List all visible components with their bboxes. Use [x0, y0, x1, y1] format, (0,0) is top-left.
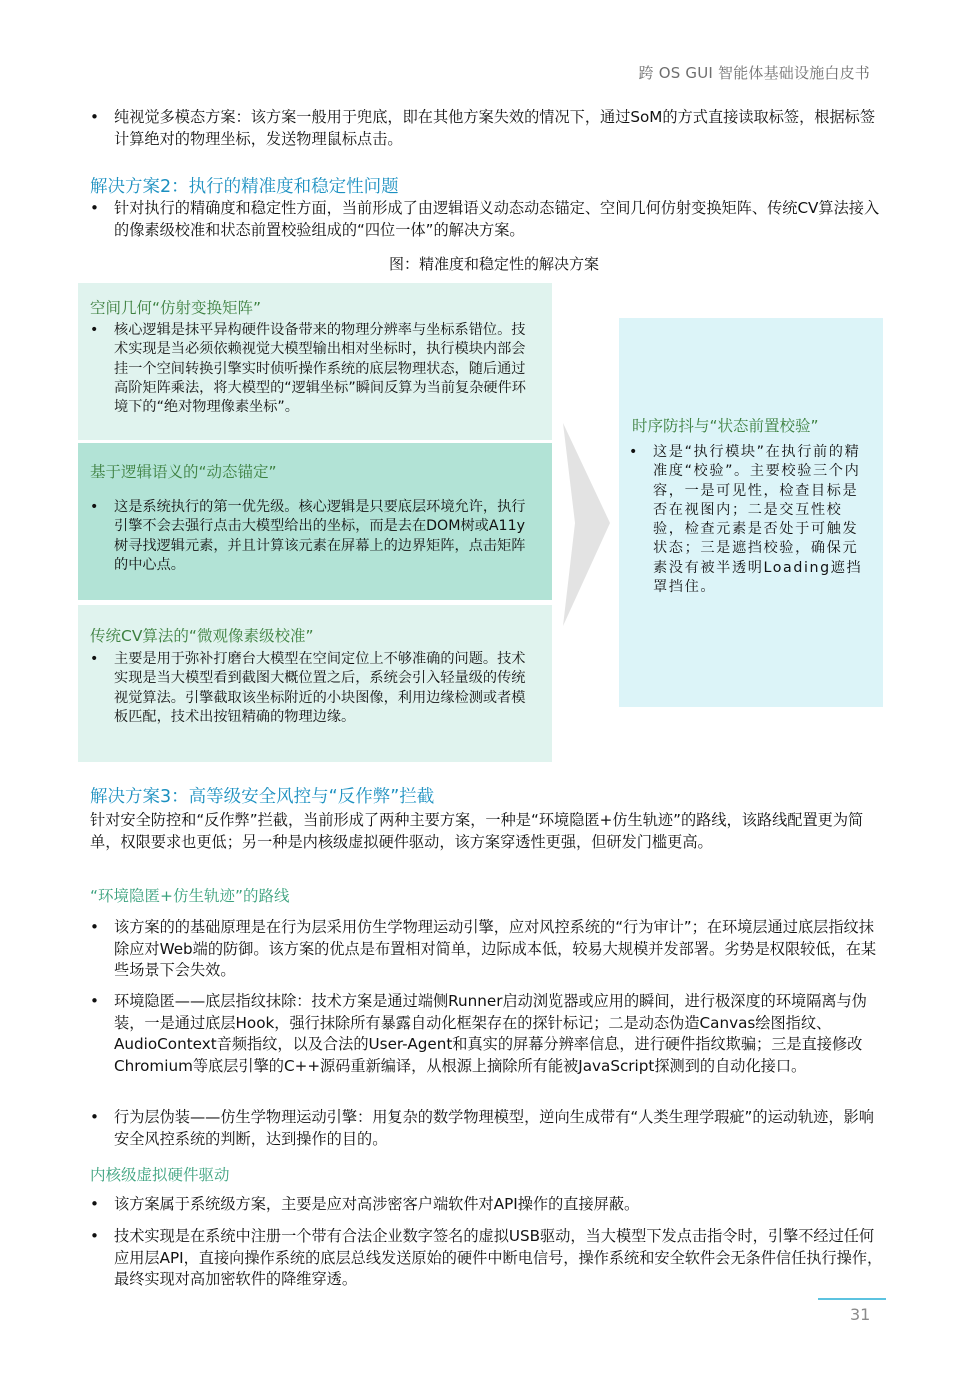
intro-bullet-text: 纯视觉多模态方案：该方案一般用于兜底，即在其他方案失效的情况下，通过SoM的方式直接读取标签，根据标签计算绝对的物理坐标，发送物理鼠标点击。 — [114, 108, 876, 148]
chevron-right-arrow-icon — [560, 420, 612, 630]
subsection-env-hiding-heading: “环境隐匿+仿生轨迹”的路线 — [90, 887, 290, 905]
subsection-kernel-driver-heading: 内核级虚拟硬件驱动 — [90, 1166, 230, 1184]
box-bullet — [90, 650, 538, 727]
box-title: 时序防抖与“状态前置校验” — [632, 417, 819, 435]
box-text: 主要是用于弥补打磨台大模型在空间定位上不够准确的问题。技术实现是当大模型看到截图大概位置之后，系统会引入轻量级的传统视觉算法。引擎截取该坐标附近的小块图像，利用边缘检测或者模板匹配，技术出按钮精确的物理边缘。 — [114, 651, 526, 725]
box-text: 核心逻辑是抹平异构硬件设备带来的物理分辨率与坐标系错位。技术实现是当必须依赖视觉大模型输出相对坐标时，执行模块内部会挂一个空间转换引擎实时侦听操作系统的底层物理状态，随后通过高阶矩阵乘法，将大模型的“逻辑坐标”瞬间反算为当前复杂硬件环境下的“绝对物理像素坐标”。 — [114, 322, 526, 416]
bullet-text: 行为层伪装——仿生学物理运动引擎：用复杂的数学物理模型，逆向生成带有“人类生理学瑕疵”的运动轨迹，影响安全风控系统的判断，达到操作的目的。 — [114, 1108, 874, 1148]
env-hiding-bullet-3 — [90, 1107, 885, 1150]
footer-accent-line — [818, 1298, 886, 1300]
box-text: 这是系统执行的第一优先级。核心逻辑是只要底层环境允许，执行引擎不会去强行点击大模型给出的坐标，而是去在DOM树或A11y树寻找逻辑元素，并且计算该元素在屏幕上的边界矩阵，点击矩阵的中心点。 — [114, 499, 526, 573]
intro-bullet-item — [90, 107, 885, 150]
diagram-box-dynamic-anchoring — [78, 443, 552, 600]
bullet-dot-icon: • — [629, 444, 639, 460]
box-bullet — [90, 498, 538, 575]
section2-heading: 解决方案2：执行的精准度和稳定性问题 — [90, 177, 399, 197]
bullet-text: 技术实现是在系统中注册一个带有合法企业数字签名的虚拟USB驱动，当大模型下发点击指令时，引擎不经过任何应用层API，直接向操作系统的底层总线发送原始的硬件中断电信号，操作系统和安全软件会无条件信任执行操作，最终实现对高加密软件的降维穿透。 — [114, 1227, 883, 1288]
document-header-title: 跨 OS GUI 智能体基础设施白皮书 — [638, 64, 870, 82]
bullet-dot-icon: • — [90, 199, 99, 217]
section3-intro-paragraph: 针对安全防控和“反作弊”拦截，当前形成了两种主要方案，一种是“环境隐匿+仿生轨迹”的路线，该路线配置更为简单，权限要求也更低；另一种是内核级虚拟硬件驱动，该方案穿透性更强，但研发门槛更高。 — [90, 811, 864, 851]
bullet-dot-icon: • — [90, 992, 99, 1010]
box-title: 空间几何“仿射变换矩阵” — [90, 299, 262, 317]
bullet-dot-icon: • — [90, 918, 99, 936]
section3-heading: 解决方案3：高等级安全风控与“反作弊”拦截 — [90, 787, 435, 807]
env-hiding-bullet-2 — [90, 991, 885, 1077]
bullet-dot-icon: • — [90, 499, 99, 515]
bullet-text: 该方案的的基础原理是在行为层采用仿生学物理运动引擎，应对风控系统的“行为审计”；在环境层通过底层指纹抹除应对Web端的防御。该方案的优点是布置相对简单，边际成本低，较易大规模并发部署。劣势是权限较低，在某些场景下会失效。 — [114, 918, 877, 979]
box-bullet — [90, 321, 538, 417]
diagram-box-state-precheck — [619, 318, 883, 707]
section2-bullet-text: 针对执行的精确度和稳定性方面，当前形成了由逻辑语义动态动态锚定、空间几何仿射变换矩阵、传统CV算法接入的像素级校准和状态前置校验组成的“四位一体”的解决方案。 — [114, 199, 880, 239]
bullet-dot-icon: • — [90, 108, 99, 126]
diagram-box-affine-matrix — [78, 283, 552, 440]
kernel-driver-bullet-2 — [90, 1226, 885, 1291]
page-number: 31 — [850, 1305, 871, 1324]
bullet-text: 环境隐匿——底层指纹抹除：技术方案是通过端侧Runner启动浏览器或应用的瞬间，进行极深度的环境隔离与伪装，一是通过底层Hook，强行抹除所有暴露自动化框架存在的探针标记；二是动态伪造Canvas绘图指纹、AudioContext音频指纹，以及合法的User-Agent和真实的屏幕分辨率信息，进行硬件指纹欺骗；三是直接修改Chromium等底层引擎的C++源码重新编译，从根源上摘除所有能被JavaScript探测到的自动化接口。 — [114, 992, 867, 1075]
kernel-driver-bullet-1 — [90, 1194, 885, 1216]
figure-caption: 图：精准度和稳定性的解决方案 — [388, 255, 599, 273]
env-hiding-bullet-1 — [90, 917, 885, 982]
box-title: 基于逻辑语义的“动态锚定” — [90, 463, 277, 481]
bullet-dot-icon: • — [90, 651, 99, 667]
bullet-dot-icon: • — [90, 1195, 99, 1213]
bullet-text: 该方案属于系统级方案，主要是应对高涉密客户端软件对API操作的直接屏蔽。 — [114, 1195, 640, 1213]
box-text: 这是“执行模块”在执行前的精准度“校验”。主要校验三个内容，一是可见性，检查目标是否在视图内；二是交互性校验，检查元素是否处于可触发状态；三是遮挡校验，确保元素没有被半透明Loading遮挡罩挡住。 — [653, 444, 863, 596]
bullet-dot-icon: • — [90, 1108, 99, 1126]
bullet-dot-icon: • — [90, 322, 99, 338]
bullet-dot-icon: • — [90, 1227, 99, 1245]
diagram-box-cv-calibration — [78, 605, 552, 762]
box-title: 传统CV算法的“微观像素级校准” — [90, 627, 314, 645]
box-bullet — [629, 443, 873, 597]
section2-bullet-item — [90, 198, 885, 241]
